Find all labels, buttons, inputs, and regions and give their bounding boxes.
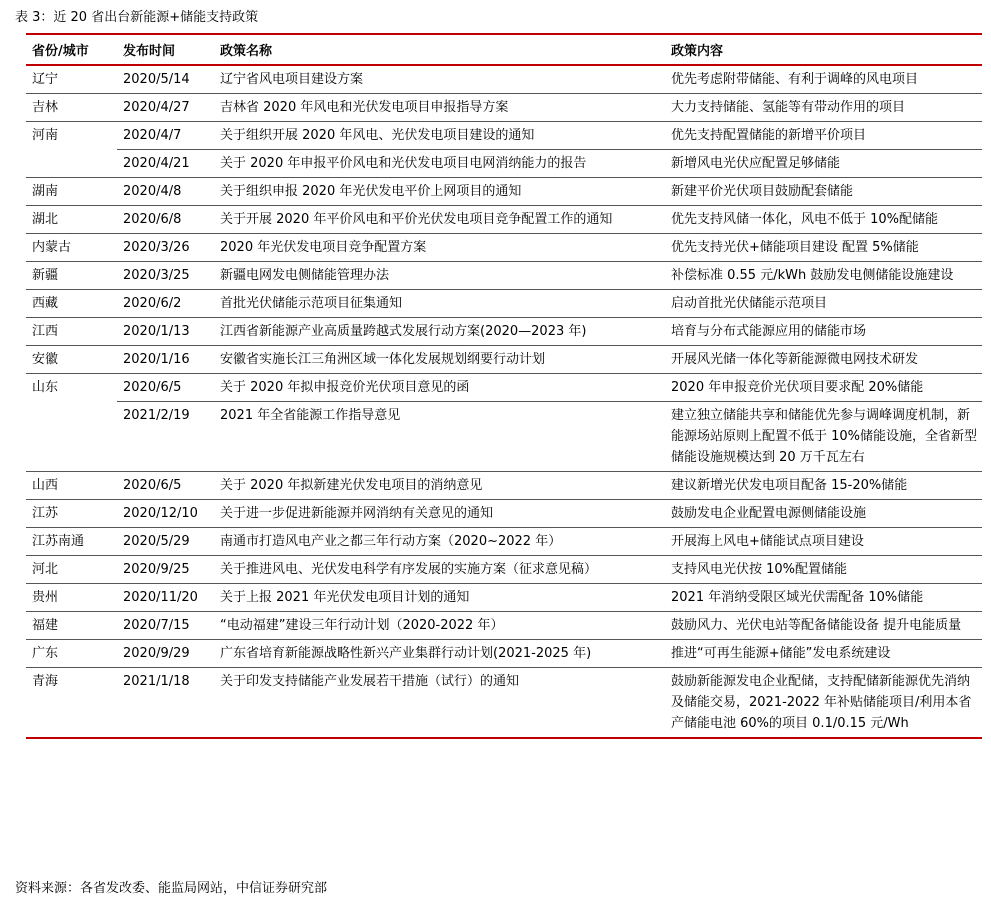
cell-policy-name: 关于进一步促进新能源并网消纳有关意见的通知 <box>214 500 665 528</box>
table-row <box>26 122 982 150</box>
cell-policy-name: 江西省新能源产业高质量跨越式发展行动方案(2020—2023 年) <box>214 318 665 346</box>
table-row <box>26 290 982 318</box>
cell-policy-content: 新建平价光伏项目鼓励配套储能 <box>665 178 982 206</box>
table-row <box>26 402 982 472</box>
cell-policy-content: 优先考虑附带储能、有利于调峰的风电项目 <box>665 65 982 94</box>
cell-policy-content: 开展风光储一体化等新能源微电网技术研发 <box>665 346 982 374</box>
cell-policy-name: 2020 年光伏发电项目竞争配置方案 <box>214 234 665 262</box>
cell-province: 山东 <box>26 374 117 402</box>
cell-date: 2020/3/26 <box>117 234 214 262</box>
table-row <box>26 556 982 584</box>
cell-policy-name: 关于印发支持储能产业发展若干措施（试行）的通知 <box>214 668 665 739</box>
cell-policy-content: 优先支持风储一体化，风电不低于 10%配储能 <box>665 206 982 234</box>
cell-date: 2020/1/16 <box>117 346 214 374</box>
cell-policy-content: 优先支持配置储能的新增平价项目 <box>665 122 982 150</box>
header-date: 发布时间 <box>123 44 176 59</box>
cell-policy-content: 建立独立储能共享和储能优先参与调峰调度机制，新能源场站原则上配置不低于 10%储能设施，全省新型储能设施规模达到 20 万千瓦左右 <box>665 402 982 472</box>
cell-date: 2020/11/20 <box>117 584 214 612</box>
header-province: 省份/城市 <box>32 44 89 59</box>
cell-policy-content: 新增风电光伏应配置足够储能 <box>665 150 982 178</box>
cell-date: 2020/4/27 <box>117 94 214 122</box>
cell-province: 江苏 <box>26 500 117 528</box>
cell-date: 2020/7/15 <box>117 612 214 640</box>
cell-province: 湖南 <box>26 178 117 206</box>
cell-province: 安徽 <box>26 346 117 374</box>
cell-date: 2021/1/18 <box>117 668 214 739</box>
cell-province: 内蒙古 <box>26 234 117 262</box>
cell-policy-content: 建议新增光伏发电项目配备 15-20%储能 <box>665 472 982 500</box>
cell-province <box>26 402 117 472</box>
table-row <box>26 318 982 346</box>
cell-policy-content: 支持风电光伏按 10%配置储能 <box>665 556 982 584</box>
cell-policy-name: 关于 2020 年申报平价风电和光伏发电项目电网消纳能力的报告 <box>214 150 665 178</box>
cell-province: 新疆 <box>26 262 117 290</box>
header-policy-name: 政策名称 <box>220 44 273 59</box>
table-row <box>26 178 982 206</box>
table-caption: 表 3：近 20 省出台新能源+储能支持政策 <box>15 10 259 25</box>
cell-province: 西藏 <box>26 290 117 318</box>
cell-province: 江苏南通 <box>26 528 117 556</box>
cell-policy-content: 鼓励新能源发电企业配储，支持配储新能源优先消纳及储能交易，2021-2022 年补贴储能项目/利用本省产储能电池 60%的项目 0.1/0.15 元/Wh <box>665 668 982 739</box>
cell-date: 2020/6/8 <box>117 206 214 234</box>
cell-policy-content: 启动首批光伏储能示范项目 <box>665 290 982 318</box>
table-row <box>26 346 982 374</box>
cell-policy-content: 鼓励发电企业配置电源侧储能设施 <box>665 500 982 528</box>
policy-table <box>26 33 982 739</box>
cell-policy-content: 鼓励风力、光伏电站等配备储能设备 提升电能质量 <box>665 612 982 640</box>
cell-province: 福建 <box>26 612 117 640</box>
cell-province: 湖北 <box>26 206 117 234</box>
table-row <box>26 94 982 122</box>
cell-province: 山西 <box>26 472 117 500</box>
table-row <box>26 528 982 556</box>
source-note: 资料来源：各省发改委、能监局网站，中信证券研究部 <box>15 881 328 896</box>
cell-policy-name: 2021 年全省能源工作指导意见 <box>214 402 665 472</box>
cell-policy-name: 关于上报 2021 年光伏发电项目计划的通知 <box>214 584 665 612</box>
cell-date: 2020/4/8 <box>117 178 214 206</box>
cell-province: 广东 <box>26 640 117 668</box>
cell-policy-content: 大力支持储能、氢能等有带动作用的项目 <box>665 94 982 122</box>
cell-policy-content: 推进“可再生能源+储能”发电系统建设 <box>665 640 982 668</box>
table-row <box>26 612 982 640</box>
cell-date: 2020/6/5 <box>117 374 214 402</box>
table-row <box>26 668 982 739</box>
table-row <box>26 234 982 262</box>
table-row <box>26 640 982 668</box>
cell-date: 2020/9/25 <box>117 556 214 584</box>
table-row <box>26 262 982 290</box>
cell-policy-name: 关于推进风电、光伏发电科学有序发展的实施方案（征求意见稿） <box>214 556 665 584</box>
cell-date: 2020/9/29 <box>117 640 214 668</box>
cell-policy-name: 关于 2020 年拟新建光伏发电项目的消纳意见 <box>214 472 665 500</box>
table-body <box>26 65 982 738</box>
cell-province: 河北 <box>26 556 117 584</box>
cell-policy-name: 关于组织申报 2020 年光伏发电平价上网项目的通知 <box>214 178 665 206</box>
cell-policy-content: 开展海上风电+储能试点项目建设 <box>665 528 982 556</box>
cell-policy-content: 补偿标准 0.55 元/kWh 鼓励发电侧储能设施建设 <box>665 262 982 290</box>
cell-policy-content: 2021 年消纳受限区域光伏需配备 10%储能 <box>665 584 982 612</box>
cell-date: 2020/3/25 <box>117 262 214 290</box>
table-header-row <box>26 34 982 65</box>
cell-date: 2020/12/10 <box>117 500 214 528</box>
cell-date: 2020/4/7 <box>117 122 214 150</box>
cell-policy-name: 安徽省实施长江三角洲区域一体化发展规划纲要行动计划 <box>214 346 665 374</box>
cell-date: 2020/5/14 <box>117 65 214 94</box>
cell-date: 2021/2/19 <box>117 402 214 472</box>
table-row <box>26 150 982 178</box>
cell-province: 贵州 <box>26 584 117 612</box>
cell-province: 辽宁 <box>26 65 117 94</box>
cell-province: 江西 <box>26 318 117 346</box>
table-row <box>26 206 982 234</box>
cell-policy-content: 2020 年申报竞价光伏项目要求配 20%储能 <box>665 374 982 402</box>
cell-province: 吉林 <box>26 94 117 122</box>
header-policy-content: 政策内容 <box>671 44 724 59</box>
cell-date: 2020/6/5 <box>117 472 214 500</box>
table-row <box>26 65 982 94</box>
table-row <box>26 374 982 402</box>
cell-province: 河南 <box>26 122 117 150</box>
cell-policy-name: 吉林省 2020 年风电和光伏发电项目申报指导方案 <box>214 94 665 122</box>
cell-policy-name: “电动福建”建设三年行动计划（2020-2022 年） <box>214 612 665 640</box>
cell-policy-name: 关于开展 2020 年平价风电和平价光伏发电项目竞争配置工作的通知 <box>214 206 665 234</box>
cell-policy-name: 南通市打造风电产业之都三年行动方案（2020~2022 年） <box>214 528 665 556</box>
cell-date: 2020/6/2 <box>117 290 214 318</box>
cell-policy-name: 关于 2020 年拟申报竞价光伏项目意见的函 <box>214 374 665 402</box>
table-row <box>26 584 982 612</box>
table-row <box>26 500 982 528</box>
cell-policy-name: 关于组织开展 2020 年风电、光伏发电项目建设的通知 <box>214 122 665 150</box>
cell-policy-name: 首批光伏储能示范项目征集通知 <box>214 290 665 318</box>
cell-province: 青海 <box>26 668 117 739</box>
cell-province <box>26 150 117 178</box>
table-row <box>26 472 982 500</box>
cell-policy-name: 广东省培育新能源战略性新兴产业集群行动计划(2021-2025 年) <box>214 640 665 668</box>
cell-policy-name: 新疆电网发电侧储能管理办法 <box>214 262 665 290</box>
cell-policy-content: 培育与分布式能源应用的储能市场 <box>665 318 982 346</box>
cell-policy-name: 辽宁省风电项目建设方案 <box>214 65 665 94</box>
cell-date: 2020/5/29 <box>117 528 214 556</box>
cell-date: 2020/4/21 <box>117 150 214 178</box>
cell-policy-content: 优先支持光伏+储能项目建设 配置 5%储能 <box>665 234 982 262</box>
cell-date: 2020/1/13 <box>117 318 214 346</box>
